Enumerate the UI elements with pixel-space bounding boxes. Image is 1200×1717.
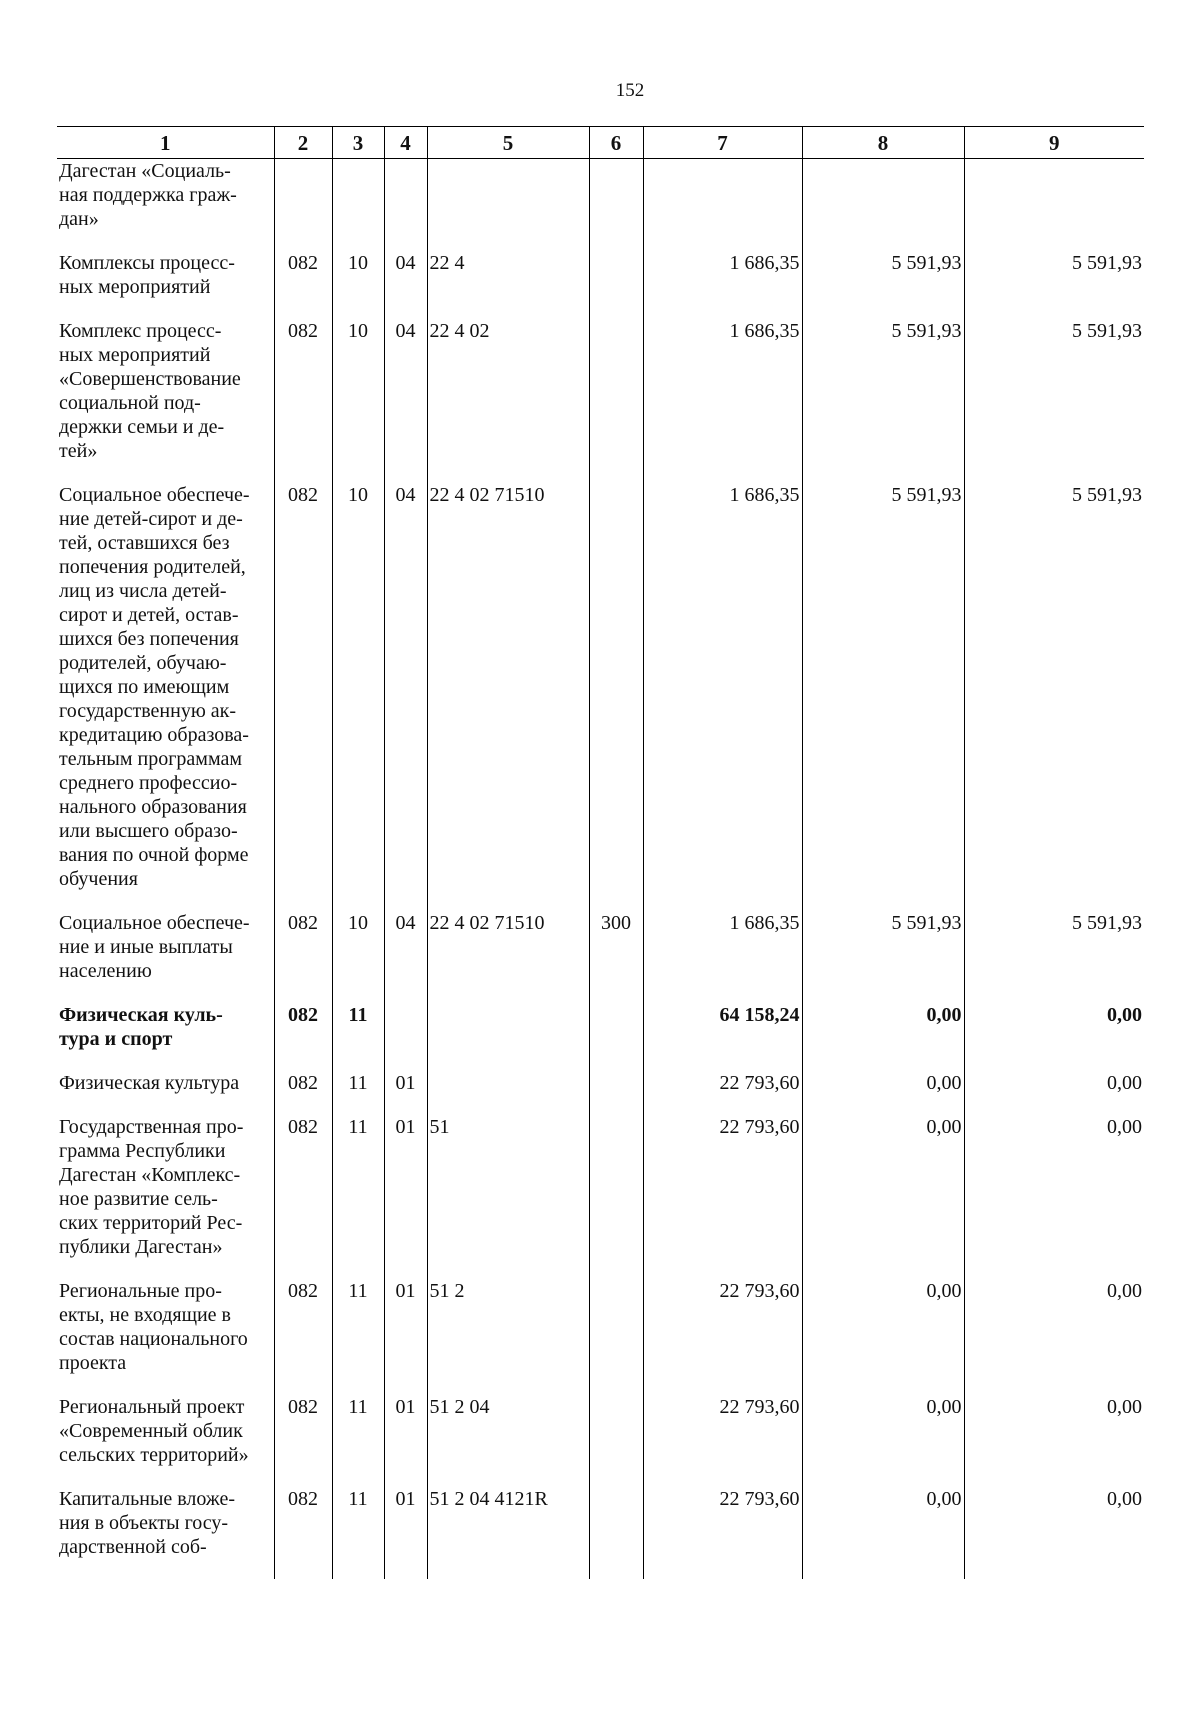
column-header: 3	[332, 127, 384, 159]
row-name-cell	[57, 1395, 274, 1487]
target-article-cell	[427, 1395, 589, 1487]
expense-type-cell	[589, 319, 643, 483]
amount-col9-cell	[964, 1115, 1144, 1279]
target-article-cell	[427, 911, 589, 1003]
section-code-cell	[332, 483, 384, 911]
table-row	[57, 159, 1144, 252]
amount-col7-text: 1 686,35	[729, 320, 800, 342]
target-article-cell	[427, 1279, 589, 1395]
subsection-code-text: 04	[395, 484, 416, 506]
table-row	[57, 1395, 1144, 1487]
amount-col7-text: 64 158,24	[719, 1004, 800, 1026]
section-code-cell	[332, 1071, 384, 1115]
amount-col8-cell	[802, 251, 964, 319]
column-header: 5	[427, 127, 589, 159]
row-name-cell	[57, 251, 274, 319]
amount-col7-cell	[643, 483, 802, 911]
amount-col9-cell	[964, 1395, 1144, 1487]
subsection-code-text: 01	[395, 1280, 416, 1302]
amount-col9-text: 5 591,93	[1072, 320, 1142, 342]
section-code-cell	[332, 159, 384, 252]
ministry-code-text: 082	[288, 912, 318, 934]
amount-col9-text: 0,00	[1107, 1116, 1142, 1138]
row-name-cell	[57, 1115, 274, 1279]
column-header: 4	[384, 127, 427, 159]
ministry-code-text: 082	[288, 1116, 318, 1138]
section-code-text: 10	[348, 320, 368, 342]
column-header: 8	[802, 127, 964, 159]
amount-col8-cell	[802, 1115, 964, 1279]
amount-col8-cell	[802, 1487, 964, 1579]
table-row	[57, 1071, 1144, 1115]
amount-col9-cell	[964, 911, 1144, 1003]
ministry-code-text: 082	[288, 484, 318, 506]
ministry-code-cell	[274, 911, 332, 1003]
expense-type-cell	[589, 251, 643, 319]
amount-col7-text: 1 686,35	[729, 484, 800, 506]
subsection-code-cell	[384, 1003, 427, 1071]
amount-col8-text: 0,00	[926, 1116, 962, 1138]
section-code-cell	[332, 1279, 384, 1395]
amount-col8-text: 5 591,93	[891, 252, 962, 274]
ministry-code-text: 082	[288, 1280, 318, 1302]
amount-col9-text: 0,00	[1107, 1488, 1142, 1510]
subsection-code-text: 04	[395, 252, 416, 274]
section-code-cell	[332, 1395, 384, 1487]
row-name-text: Социальное обеспече- ние и иные выплаты населению	[59, 912, 250, 982]
target-article-text: 22 4 02	[429, 320, 490, 342]
expense-type-cell	[589, 1115, 643, 1279]
expense-type-cell	[589, 1279, 643, 1395]
column-header: 2	[274, 127, 332, 159]
subsection-code-cell	[384, 1487, 427, 1579]
amount-col7-text: 22 793,60	[719, 1116, 800, 1138]
target-article-cell	[427, 319, 589, 483]
table-row	[57, 1487, 1144, 1579]
subsection-code-cell	[384, 1071, 427, 1115]
amount-col9-text: 0,00	[1107, 1072, 1142, 1094]
target-article-cell	[427, 1115, 589, 1279]
amount-col8-cell	[802, 319, 964, 483]
ministry-code-cell	[274, 483, 332, 911]
subsection-code-cell	[384, 251, 427, 319]
expense-type-cell	[589, 1071, 643, 1115]
amount-col7-cell	[643, 251, 802, 319]
subsection-code-cell	[384, 483, 427, 911]
amount-col9-text: 0,00	[1107, 1396, 1142, 1418]
table-row	[57, 251, 1144, 319]
row-name-cell	[57, 1071, 274, 1115]
section-code-text: 11	[348, 1072, 368, 1094]
expense-type-cell	[589, 911, 643, 1003]
subsection-code-cell	[384, 1115, 427, 1279]
amount-col7-cell	[643, 159, 802, 252]
subsection-code-text: 04	[395, 912, 416, 934]
ministry-code-text: 082	[288, 1004, 318, 1026]
amount-col7-cell	[643, 1115, 802, 1279]
ministry-code-text: 082	[288, 320, 318, 342]
subsection-code-cell	[384, 911, 427, 1003]
section-code-text: 10	[348, 912, 368, 934]
target-article-text: 22 4	[429, 252, 465, 274]
ministry-code-cell	[274, 1115, 332, 1279]
amount-col7-text: 22 793,60	[719, 1072, 800, 1094]
amount-col8-cell	[802, 483, 964, 911]
ministry-code-cell	[274, 1487, 332, 1579]
target-article-text: 51 2	[429, 1280, 465, 1302]
amount-col8-cell	[802, 911, 964, 1003]
amount-col9-text: 0,00	[1107, 1004, 1142, 1026]
ministry-code-cell	[274, 319, 332, 483]
subsection-code-cell	[384, 159, 427, 252]
subsection-code-cell	[384, 319, 427, 483]
section-code-text: 11	[348, 1280, 368, 1302]
amount-col8-text: 0,00	[926, 1004, 962, 1026]
ministry-code-text: 082	[288, 252, 318, 274]
ministry-code-cell	[274, 1003, 332, 1071]
expense-type-cell	[589, 159, 643, 252]
target-article-text: 51 2 04	[429, 1396, 490, 1418]
amount-col7-cell	[643, 1003, 802, 1071]
ministry-code-cell	[274, 251, 332, 319]
expense-type-text: 300	[601, 912, 631, 934]
expense-type-cell	[589, 1395, 643, 1487]
target-article-text: 51	[429, 1116, 450, 1138]
amount-col9-cell	[964, 251, 1144, 319]
target-article-text: 51 2 04 4121R	[429, 1488, 548, 1510]
target-article-cell	[427, 483, 589, 911]
amount-col8-text: 0,00	[926, 1280, 962, 1302]
target-article-text: 22 4 02 71510	[429, 912, 545, 934]
amount-col9-text: 0,00	[1107, 1280, 1142, 1302]
expense-type-cell	[589, 1003, 643, 1071]
table-header-row	[57, 127, 1144, 159]
target-article-text: 22 4 02 71510	[429, 484, 545, 506]
row-name-cell	[57, 1003, 274, 1071]
amount-col7-cell	[643, 911, 802, 1003]
expense-type-cell	[589, 1487, 643, 1579]
amount-col7-cell	[643, 1395, 802, 1487]
section-code-text: 11	[348, 1396, 368, 1418]
target-article-cell	[427, 1071, 589, 1115]
amount-col7-text: 1 686,35	[729, 912, 800, 934]
row-name-cell	[57, 911, 274, 1003]
amount-col7-text: 22 793,60	[719, 1396, 800, 1418]
amount-col9-text: 5 591,93	[1072, 912, 1142, 934]
section-code-text: 11	[348, 1116, 368, 1138]
subsection-code-text: 04	[395, 320, 416, 342]
row-name-text: Социальное обеспече- ние детей-сирот и де- тей, оставшихся без попечения родителей, лиц из числа детей- сирот и детей, остав- шихся без попечения родителей, обучаю- щихся по имеющим государственную ак- кредитацию образова- тельным программам среднего профессио- нального образования или высшего образо- вания по очной форме обучения	[59, 484, 250, 890]
amount-col8-text: 0,00	[926, 1488, 962, 1510]
row-name-text: Региональные про- екты, не входящие в состав национального проекта	[59, 1280, 248, 1374]
amount-col8-text: 0,00	[926, 1072, 962, 1094]
amount-col7-text: 22 793,60	[719, 1280, 800, 1302]
section-code-text: 11	[348, 1004, 368, 1026]
amount-col7-text: 1 686,35	[729, 252, 800, 274]
row-name-text: Государственная про- грамма Республики Дагестан «Комплекс- ное развитие сель- ских территорий Рес- публики Дагестан»	[59, 1116, 244, 1258]
row-name-text: Физическая культура	[59, 1072, 240, 1094]
section-code-cell	[332, 251, 384, 319]
row-name-text: Комплексы процесс- ных мероприятий	[59, 252, 235, 298]
ministry-code-cell	[274, 1071, 332, 1115]
amount-col9-cell	[964, 319, 1144, 483]
subsection-code-cell	[384, 1279, 427, 1395]
ministry-code-text: 082	[288, 1488, 318, 1510]
section-code-text: 10	[348, 484, 368, 506]
subsection-code-text: 01	[395, 1488, 416, 1510]
amount-col9-text: 5 591,93	[1072, 484, 1142, 506]
expense-type-cell	[589, 483, 643, 911]
table-row	[57, 483, 1144, 911]
subsection-code-text: 01	[395, 1396, 416, 1418]
ministry-code-cell	[274, 1395, 332, 1487]
section-code-cell	[332, 1487, 384, 1579]
row-name-cell	[57, 1279, 274, 1395]
page-number: 152	[615, 80, 645, 101]
amount-col9-cell	[964, 1279, 1144, 1395]
target-article-cell	[427, 1003, 589, 1071]
table-row	[57, 1279, 1144, 1395]
amount-col7-text: 22 793,60	[719, 1488, 800, 1510]
budget-table	[57, 126, 1144, 1579]
amount-col9-cell	[964, 1487, 1144, 1579]
table-body	[57, 159, 1144, 1580]
amount-col8-cell	[802, 1279, 964, 1395]
amount-col8-cell	[802, 1395, 964, 1487]
column-header: 1	[57, 127, 274, 159]
column-header: 9	[964, 127, 1144, 159]
ministry-code-cell	[274, 1279, 332, 1395]
row-name-cell	[57, 1487, 274, 1579]
table-row	[57, 1003, 1144, 1071]
amount-col9-cell	[964, 1003, 1144, 1071]
target-article-cell	[427, 251, 589, 319]
amount-col9-cell	[964, 159, 1144, 252]
ministry-code-cell	[274, 159, 332, 252]
table-row	[57, 1115, 1144, 1279]
ministry-code-text: 082	[288, 1072, 318, 1094]
amount-col8-text: 5 591,93	[891, 320, 962, 342]
section-code-cell	[332, 911, 384, 1003]
row-name-cell	[57, 159, 274, 252]
table-row	[57, 911, 1144, 1003]
row-name-text: Физическая куль- тура и спорт	[59, 1004, 223, 1050]
row-name-text: Капитальные вложе- ния в объекты госу- дарственной соб-	[59, 1488, 236, 1558]
ministry-code-text: 082	[288, 1396, 318, 1418]
amount-col8-cell	[802, 1071, 964, 1115]
row-name-text: Региональный проект «Современный облик сельских территорий»	[59, 1396, 249, 1466]
row-name-text: Комплекс процесс- ных мероприятий «Совершенствование социальной под- держки семьи и де- тей»	[59, 320, 241, 462]
column-header: 7	[643, 127, 802, 159]
amount-col9-text: 5 591,93	[1072, 252, 1142, 274]
amount-col8-cell	[802, 1003, 964, 1071]
amount-col8-cell	[802, 159, 964, 252]
amount-col7-cell	[643, 1071, 802, 1115]
subsection-code-cell	[384, 1395, 427, 1487]
row-name-cell	[57, 319, 274, 483]
subsection-code-text: 01	[395, 1116, 416, 1138]
subsection-code-text: 01	[395, 1072, 416, 1094]
amount-col8-text: 5 591,93	[891, 912, 962, 934]
target-article-cell	[427, 159, 589, 252]
amount-col7-cell	[643, 1487, 802, 1579]
amount-col9-cell	[964, 1071, 1144, 1115]
row-name-text: Дагестан «Социаль- ная поддержка граж- дан»	[59, 160, 237, 230]
target-article-cell	[427, 1487, 589, 1579]
section-code-cell	[332, 1115, 384, 1279]
amount-col7-cell	[643, 1279, 802, 1395]
section-code-text: 11	[348, 1488, 368, 1510]
section-code-cell	[332, 1003, 384, 1071]
section-code-text: 10	[348, 252, 368, 274]
amount-col7-cell	[643, 319, 802, 483]
amount-col8-text: 5 591,93	[891, 484, 962, 506]
table-row	[57, 319, 1144, 483]
section-code-cell	[332, 319, 384, 483]
column-header: 6	[589, 127, 643, 159]
amount-col9-cell	[964, 483, 1144, 911]
amount-col8-text: 0,00	[926, 1396, 962, 1418]
row-name-cell	[57, 483, 274, 911]
